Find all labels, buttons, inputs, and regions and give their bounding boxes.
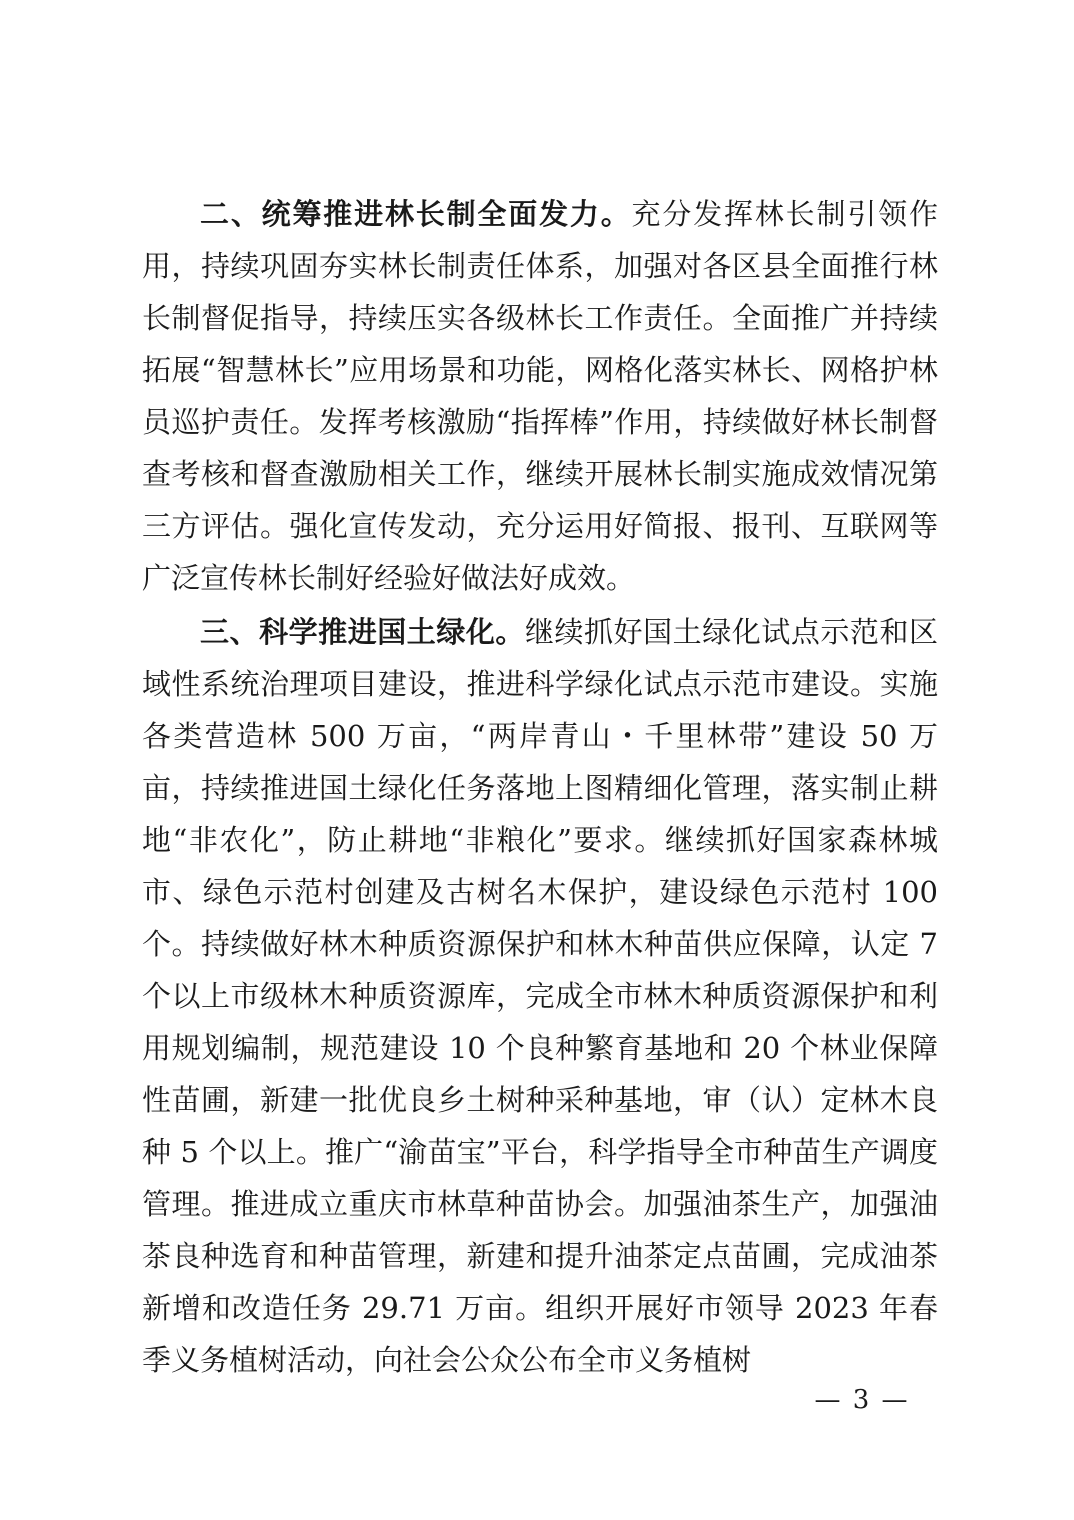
paragraph-text: 充分发挥林长制引领作用，持续巩固夯实林长制责任体系，加强对各区县全面推行林长制督促指导，持续压实各级林长工作责任。全面推广并持续拓展“智慧林长”应用场景和功能，网格化落实林长、网格护林员巡护责任。发挥考核激励“指挥棒”作用，持续做好林长制督查考核和督查激励相关工作，继续开展林长制实施成效情况第三方评估。强化宣传发动，充分运用好简报、报刊、互联网等广泛宣传林长制好经验好做法好成效。 — [142, 197, 938, 595]
paragraph-heading: 二、统筹推进林长制全面发力。 — [200, 197, 632, 231]
paragraph-text: 继续抓好国土绿化试点示范和区域性系统治理项目建设，推进科学绿化试点示范市建设。实施各类营造林 500 万亩，“两岸青山・千里林带”建设 50 万亩，持续推进国土绿化任务落地上图精细化管理，落实制止耕地“非农化”，防止耕地“非粮化”要求。继续抓好国家森林城市、绿色示范村创建及古树名木保护，建设绿色示范村 100 个。持续做好林木种质资源保护和林木种苗供应保障，认定 7 个以上市级林木种质资源库，完成全市林木种质资源保护和利用规划编制，规范建设 10 个良种繁育基地和 20 个林业保障性苗圃，新建一批优良乡土树种采种基地，审（认）定林木良种 5 个以上。推广“渝苗宝”平台，科学指导全市种苗生产调度管理。推进成立重庆市林草种苗协会。加强油茶生产，加强油茶良种选育和种苗管理，新建和提升油茶定点苗圃，完成油茶新增和改造任务 29.71 万亩。组织开展好市领导 2023 年春季义务植树活动，向社会公众公布全市义务植树 — [142, 615, 938, 1377]
page-number: — 3 — — [814, 1385, 910, 1415]
paragraph-land-greening — [142, 606, 938, 1386]
paragraph-forest-chief-system — [142, 188, 938, 604]
document-body — [142, 188, 938, 1386]
paragraph-heading: 三、科学推进国土绿化。 — [200, 615, 525, 649]
